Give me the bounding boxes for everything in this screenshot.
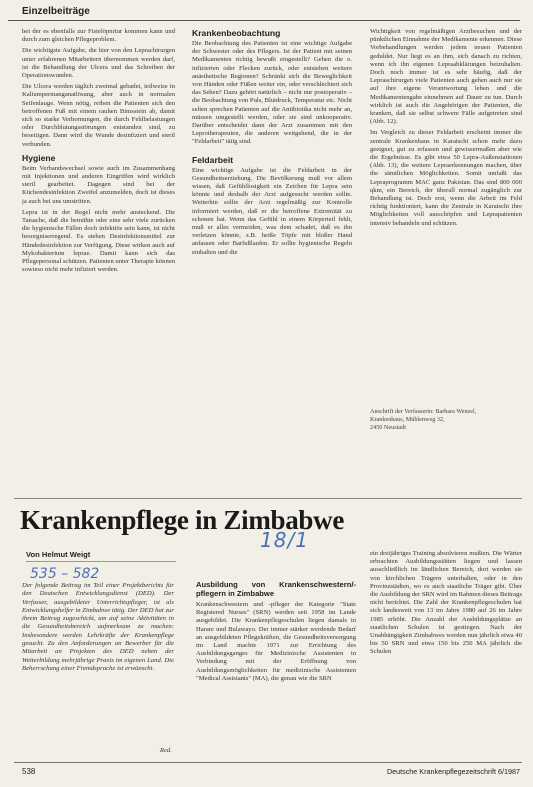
section-heading-feldarbeit: Feldarbeit: [192, 154, 234, 165]
paragraph: ein dreijähriges Training absolvieren mußten. Die Wärter erbrachten Ausbildungsstätten liegen und lassen ausschließlich im ländlichen Bereich, dort werden sie von kirchlichen Trägern unterhalten, oder in den Provinzstädten, wo es auch staatliche Träger gibt. Über die Ausbildung der SRN wird im Rahmen dieses Beitrags nicht berichtet. Die Zahl der Krankenpflegeschulen hat sich landesweit von 13 im Jahre 1980 auf 26 im Jahre 1985 erhöht. Die Anzahl der Ausbildungsplätze an staatlichen Schulen ist gestiegen. Nach der Unabhängigkeit Zimbabwes werden nun jährlich etwa 40 bis 50 SRN und etwa 150 bis 250 MA jährlich die Schulen: [370, 550, 522, 656]
article-column-right: [370, 550, 522, 760]
paragraph: bei der es ebenfalls zur Fistelöpnrtur kommen kann und durch zum gleichen Pflegeproblem.: [22, 28, 175, 44]
page-footer: [14, 762, 522, 783]
address-line: 2450 Neustadt: [370, 424, 406, 431]
paragraph: Lepra ist in der Regel nicht mehr ansteckend. Die Tatsache, daß die bemühte oder eine sehr viele zurücken die hygienische Fällen doch infektiös sein kann, ist nicht besorgniserregend. Es stehen Desinfektionsmittel zur Händedesinfektion zur Verfügung. Diese wirken auch auf Mykobakterium leprae. Damit kann sich das Pflegepersonal schützen. Patienten unter Therapie können sowieso nicht mehr infiziert werden.: [22, 208, 175, 274]
divider: [14, 498, 522, 499]
page-number: 538: [22, 767, 36, 776]
column-2: [192, 28, 352, 350]
paragraph: Krankenschwestern und -pfleger der Kategorie "State Registered Nurses" (SRN) werden seit 1958 im Lande ausgebildet. Die Krankenpflegeschulen liegen damals in Harare und Bulawayo. Der immer stärker werdende Bedarf an ausgebildeten Pflegekräften, die Gesundheitsversorgung im Land machte 1971 zur Errichtung des Ausbildungsganges für Medizinische Assistenten in Verbindung mit der Eröffnung von Ausbildungsmöglichkeiten für medizinische Assistenten "Medical Assistants" (MA), die genau wie die SRN: [196, 601, 356, 682]
handwritten-note: 18/1: [260, 528, 309, 552]
article-column-mid: [196, 580, 356, 758]
paragraph: Im Vergleich zu dieser Feldarbeit erscheint immer die zentrale Krankenhaus in Karatschi schon mehr dazu geeignet, gut zu erfassen und gewissermaßen aber wie die Ergebnisse. Es gibt etwa 50 Lepra-Außenstationen (Abb. 13), die weitere Lepraerkennungen machen, über die sämtlichen Möglichkeiten. Somit umfaßt das Lepraprogramm MAC ganz Pakistan. Das sind 800 000 qkm, ein Bereich, der überall normal zugänglich zur Behandlung ist. Doch erst, wenn die Arbeit im Feld richtig funktioniert, kann die Zentrale in Karatschi ihre Möglichkeiten voll ausschöpfen und Leprapatienten intensiv behandeln und schützen.: [370, 129, 522, 227]
paragraph: Die Beobachtung des Patienten ist eine wichtige Aufgabe der Schwester oder des Pflegers. Ist der Patient mit seinen Medikamenten richtig bewußt eingestellt? Gehen die o. infizierten oder Flecken zurück, oder entstehen weitere anästhetische Regionen? Schränkt sich die Beweglichkeit von Händen oder Füßen weiter ein, oder verschlechtert sich das Sehen? Dazu gehört natürlich – nicht nur postoperativ – die Beobachtung von Puls, Blutdruck, Temperatur etc. Nicht selten sprechen Patienten auf die Antibiotika nicht mehr an, müssen umgestellt werden, oder sie sind unkooperativ. Darüber entscheidet dann der Arzt zusammen mit den Leprotherapeuten, die anderen weitgehend, die in der "Feldarbeit" tätig sind.: [192, 40, 352, 146]
section-heading-krankenbeobachtung: Krankenbeobachtung: [192, 28, 281, 38]
address-line: Anschrift der Verfasserin: Barbara Wenzel,: [370, 408, 477, 415]
editor-mark: Red.: [160, 747, 172, 754]
page-header: [8, 6, 520, 21]
journal-name: Deutsche Krankenpflegezeitschrift 6/1987: [386, 767, 520, 776]
paragraph: Die wichtigste Aufgabe, die hier von den Leprachirurgen unter erfahrenen Mitarbeitern übernommen werden darf, ist die Behandlung der Ulcera und das Schreiben der Operationswunden.: [22, 47, 175, 80]
section-heading-hygiene: Hygiene: [22, 152, 56, 163]
paragraph: Eine wichtige Aufgabe ist die Feldarbeit in der Gesundheitserziehung. Die Bevölkerung muß vor allem wissen, daß Gefühllosigkeit ein Zeichen für Lepra sein könnte und deshalb der Arzt aufgesucht werden sollte. Weiterhin sollte der Arzt regelmäßig zur Kontrolle informiert werden, daß er die betroffene Extremität zu schonen hat. Wenn das Gefühl in einem Körperteil fehlt, muß er alles vermeiden, was dem schadet, daß es ihn verletzen könnte, z.B. heiße Töpfe mit bloßer Hand anfassen oder Barfußlaufen. Er sollte hygienische Regeln einhalten und die: [192, 166, 352, 256]
section-title: Einzelbeiträge: [22, 6, 90, 17]
subheading-ausbildung: Ausbildung von Krankenschwestern/-pflegern in Zimbabwe: [196, 580, 356, 598]
column-1: [22, 28, 175, 348]
paragraph: Die Ulcera werden täglich zweimal gebadet, teilweise in Kaliumpermanganatlösung, aber auch in normalen Seifenlauge. Wenn nötig, reiben die Patienten sich den betroffenen Fuß mit einem rauhen Bimsstein ab, damit sich so starke Verhornungen, die durch Fehlbelastungen oder Durchblutungsstörungen entstanden sind, zu beseitigen. Dann wird die Wunde desinfiziert und steril verbunden.: [22, 83, 175, 148]
page-stamp: 535 – 582: [30, 566, 100, 582]
article-intro: Der folgende Beitrag im Teil einer Projektberichts für den Deutschen Entwicklungsdienst (DED). Der Verfasser, ausgebildeter Unterrichtspfleger, ist als Entwicklungshelfer in Zimbabwe tätig. Der DED hat zur ihrem Beitrag zugeschickt, um auf seine Aktivitäten in die Gesundheitsbereich aufmerksam zu machen: Insbesondere werden Lehrkräfte der Krankenpflege gesucht. Zu den Anforderungen an Bewerber für die Mitarbeit an Projekten des DED neben der Weiterbildung mehrjährige Praxis im eigenen Land. Die Beherrschung einer Fremdsprache ist erwünscht.: [22, 582, 174, 672]
author-address: [370, 408, 520, 432]
article-title: Krankenpflege in Zimbabwe: [20, 505, 345, 535]
paragraph: Beim Verbandswechsel sowie auch im Zusammenhang mit Injektionen und anderen Eingriffen wird wirklich steril gearbeitet. Dagegen sind bei der Küchendesinfektion Zweifel anzumelden, doch ist dieses ja auch bei uns umstritten.: [22, 164, 175, 205]
paragraph: Wichtigkeit von regelmäßigen Arztbesuchen und der pünktlichen Einnahme der Medikamente erkennen. Diese Vorbehandlungen werden jedem neuen Patienten geduldet. Nur liegt es an ihm, sich danach zu richten, wenn ich ihn eigenen Lepraabklärungen beizuhalten. Doch noch immer ist es sehr häufig, daß der Lepraschirurgen viele Patienten auch gehen auch nur sie auf ihre eigene Verantwortung leben und die Medikamentengabe einnehmen auf Dauer zu tun. Durch wirklich ist auch die Angehörigen der Patienten, die kranken, daß sie selbst schwere Fälle aufgetreten sind (Abb. 12).: [370, 28, 522, 126]
article-author: Von Helmut Weigt: [26, 550, 176, 562]
address-line: Krankenhaus, Mühlenweg 32,: [370, 416, 445, 423]
column-3: [370, 28, 522, 358]
